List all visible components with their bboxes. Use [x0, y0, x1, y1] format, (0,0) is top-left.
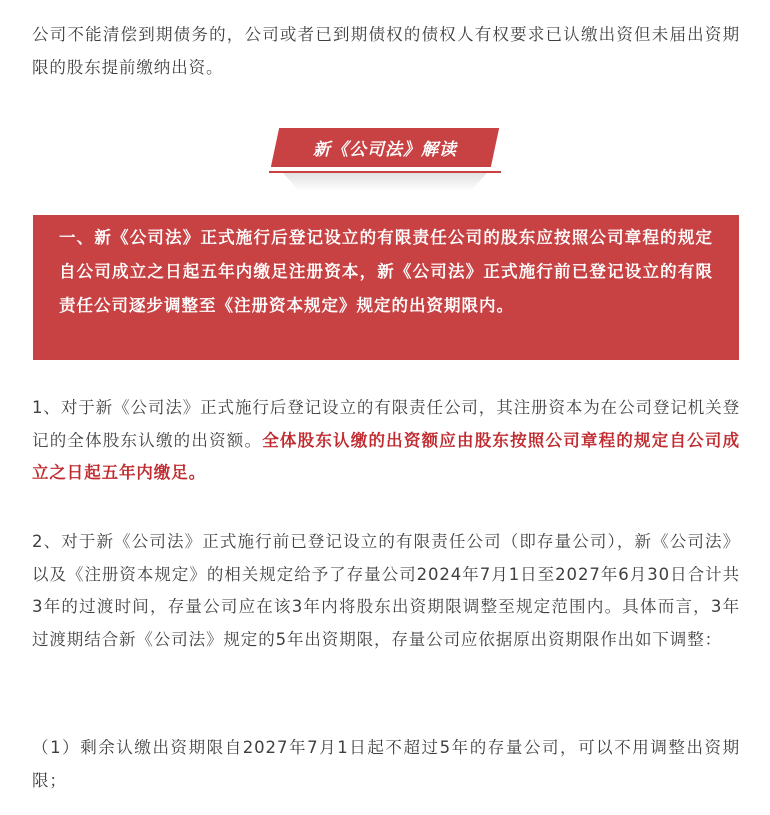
- section-badge-underline: [269, 171, 501, 173]
- subpoint-1-paragraph: [32, 732, 740, 797]
- point-1-highlight: 全体股东认缴的出资额应由股东按照公司章程的规定自公司成立之日起五年内缴足。: [32, 430, 740, 482]
- key-point-text: 一、新《公司法》正式施行后登记设立的有限责任公司的股东应按照公司章程的规定自公司成立之日起五年内缴足注册资本，新《公司法》正式施行前已登记设立的有限责任公司逐步调整至《注册资本规定》规定的出资期限内。: [59, 228, 713, 315]
- intro-text: 公司不能清偿到期债务的，公司或者已到期债权的债权人有权要求已认缴出资但未届出资期限的股东提前缴纳出资。: [32, 25, 740, 77]
- point-1-paragraph: [32, 392, 740, 490]
- section-badge: [269, 128, 501, 191]
- intro-paragraph: [32, 19, 740, 84]
- section-badge-label: 新《公司法》解读: [313, 140, 457, 160]
- section-badge-shadow: [283, 173, 487, 191]
- point-2-text: 2、对于新《公司法》正式施行前已登记设立的有限责任公司（即存量公司），新《公司法》以及《注册资本规定》的相关规定给予了存量公司2024年7月1日至2027年6月30日合计共3年的过渡时间，存量公司应在该3年内将股东出资期限调整至规定范围内。具体而言，3年过渡期结合新《公司法》规定的5年出资期限，存量公司应依据原出资期限作出如下调整：: [32, 532, 740, 649]
- point-1-text: 1、对于新《公司法》正式施行后登记设立的有限责任公司，其注册资本为在公司登记机关登记的全体股东认缴的出资额。: [32, 398, 740, 450]
- subpoint-1-text: （1）剩余认缴出资期限自2027年7月1日起不超过5年的存量公司，可以不用调整出资期限；: [32, 738, 740, 790]
- point-2-paragraph: [32, 526, 740, 656]
- section-badge-box: [271, 128, 499, 167]
- key-point-banner: [33, 215, 739, 360]
